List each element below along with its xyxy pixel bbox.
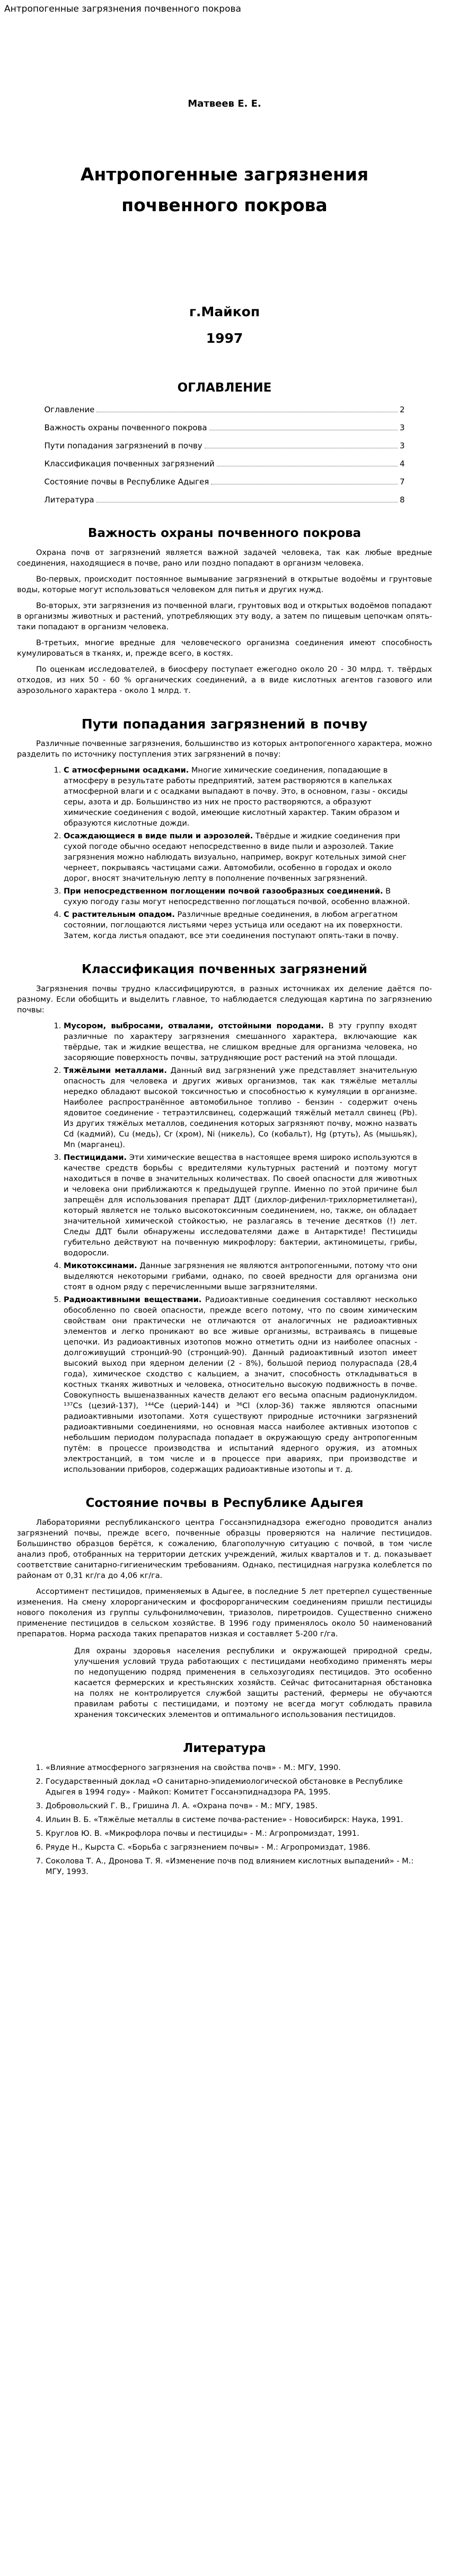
toc-item[interactable]	[45, 422, 405, 433]
paragraph: Охрана почв от загрязнений является важной задачей человека, так как любые вредные соединения, находящиеся в почве, рано или поздно попадают в организм человека.	[17, 549, 432, 568]
list-item-text: Эти химические вещества в настоящее время широко используются в качестве средств борьбы с вредителями культурных растений и поэтому могут находиться в почве в значительных количествах. По своей опасности для животных и человека они приближаются к предыдущей группе. Именно по этой причине был запрещён для использования препарат ДДТ (дихлор-дифенил-трихлорметилметан), который является не только высокотоксичным соединением, но, также, он обладает значительной химической стойкостью, не разлагаясь в течение десятков (!) лет. Следы ДДТ были обнаружены исследователями даже в Антарктиде! Пестициды губительно действуют на почвенную микрофлору: бактерии, актиномицеты, грибы, водоросли.	[64, 1153, 417, 1257]
section-heading-classification: Классификация почвенных загрязнений	[82, 962, 367, 976]
list-item-text: Радиоактивные соединения составляют несколько обособленно по своей опасности, прежде всего потому, что по своим химическим свойствам они практически не отличаются от аналогичных не радиоактивных элементов и легко проникают во все живые организмы, встраиваясь в пищевые цепочки. Из радиоактивных изотопов можно отметить одни из наиболее опасных - долгоживущий стронций-90 (стронций-90). Данный радиоактивный изотоп имеет высокий выход при ядерном делении (2 - 8%), большой период полураспада (28,4 года), химическое сходство с кальцием, а значит, способность откладываться в костных тканях животных и человека, относительно высокую подвижность в почве. Совокупность вышеназванных качеств делают его весьма опасным радионуклидом. ¹³⁷Cs (цезий-137), ¹⁴⁴Ce (церий-144) и ³⁶Cl (хлор-36) также являются опасными радиоактивными изотопами. Хотя существуют природные источники загрязнений радиоактивными соединениями, но основная масса наиболее активных изотопов с небольшим периодом полураспада попадает в окружающую среду антропогенным путём: в процессе производства и испытаний ядерного оружия, из атомных электростанций, в том числе и в процессе при авариях, при производстве и использовании приборов, содержащих радиоактивные изотопы и т. д.	[64, 1296, 417, 1474]
toc-item-label: Оглавление	[44, 405, 95, 414]
window-title: Антропогенные загрязнения почвенного покрова	[4, 4, 241, 14]
pathways-list	[0, 765, 449, 941]
toc-item-label: Пути попадания загрязнений в почву	[44, 441, 203, 450]
paragraph: В-третьих, многие вредные для человеческого организма соединения имеют способность кумулироваться в тканях, и, прежде всего, в костях.	[17, 639, 432, 658]
list-item-text: Данный вид загрязнений уже представляет значительную опасность для человека и других живых организмов, так как тяжёлые металлы нередко обладают высокой токсичностью и способностью к кумуляции в организме. Наиболее распространённое автомобильное топливо - бензин - содержит очень ядовитое соединение - тетраэтилсвинец, содержащий тяжёлый металл свинец (Pb). Из других тяжёлых металлов, соединения которых загрязняют почву, можно назвать Cd (кадмий), Cu (медь), Cr (хром), Ni (никель), Co (кобальт), Hg (ртуть), As (мышьяк), Mn (марганец).	[64, 1066, 417, 1149]
paragraph: Во-первых, происходит постоянное вымывание загрязнений в открытые водоёмы и грунтовые воды, которые могут использоваться человеком для питья и других нужд.	[17, 575, 432, 594]
document-title-line-1: Антропогенные загрязнения	[80, 164, 369, 185]
toc-item-label: Состояние почвы в Республике Адыгея	[44, 477, 209, 487]
toc-item-page: 2	[399, 405, 405, 414]
toc-leader-dots	[217, 458, 398, 466]
reference-item: 1. «Влияние атмосферного загрязнения на свойства почв» - М.: МГУ, 1990.	[46, 1763, 428, 1773]
paragraph: Лабораториями республиканского центра Госсанэпиднадзора ежегодно проводится анализ загрязнений почвы, прежде всего, почвенные образцы проверяются на наличие пестицидов. Большинство образцов берётся, к сожалению, благополучную ситуацию с почвой, в том числе анализ проб, отобранных на территории детских учреждений, жилых кварталов и т. д. показывает соответствие санитарно-гигиеническим требованиям. Однако, пестицидная нагрузка колеблется по районам от 0,31 кг/га до 4,06 кг/га.	[17, 1519, 432, 1580]
toc-item-page: 8	[399, 495, 405, 505]
toc-item[interactable]	[45, 404, 405, 415]
toc-item-page: 3	[399, 423, 405, 432]
list-item-text: Данные загрязнения не являются антропогенными, потому что они выделяются некоторыми грибами, однако, по своей вредности для организма они стоят в одном ряду с перечисленными выше загрязнителями.	[64, 1262, 417, 1291]
toc-leader-dots	[209, 422, 398, 430]
list-item	[64, 909, 417, 941]
reference-item: 7. Соколова Т. А., Дронова Т. Я. «Изменение почв под влиянием кислотных выпадений» - М.: МГУ, 1993.	[46, 1856, 428, 1877]
section-heading-pathways: Пути попадания загрязнений в почву	[81, 716, 368, 732]
list-item	[64, 886, 417, 907]
author-name: Матвеев Е. Е.	[188, 98, 261, 109]
list-item-term: Радиоактивными веществами.	[64, 1296, 202, 1304]
list-item	[64, 1295, 417, 1475]
city: г.Майкоп	[189, 304, 260, 319]
section-heading-protection: Важность охраны почвенного покрова	[87, 526, 362, 540]
document-title	[0, 159, 449, 221]
toc-item-page: 3	[399, 441, 405, 450]
list-item-term: Микотоксинами.	[64, 1262, 137, 1270]
year: 1997	[206, 331, 243, 346]
section-heading-literature: Литература	[183, 1741, 266, 1755]
list-item-text: Твёрдые и жидкие соединения при сухой погоде обычно оседают непосредственно в виде пыли и аэрозолей. Такие загрязнения можно наблюдать визуально, например, вокруг котельных зимой снег чернеет, покрываясь частицами сажи. Автомобили, особенно в городах и около дорог, вносят значительную лепту в пополнение почвенных загрязнений.	[64, 832, 407, 883]
table-of-contents	[45, 404, 405, 505]
list-item-text: В сухую погоду газы могут непосредственно поглощаться почвой, особенно влажной.	[64, 887, 410, 906]
list-item-term: При непосредственном поглощении почвой газообразных соединений.	[64, 887, 383, 896]
document-title-line-2: почвенного покрова	[121, 195, 328, 215]
list-item-term: С атмосферными осадками.	[64, 766, 189, 775]
toc-item-label: Классификация почвенных загрязнений	[44, 459, 215, 469]
toc-item[interactable]	[45, 458, 405, 469]
list-item-term: С растительным опадом.	[64, 910, 175, 919]
list-item-text: Многие химические соединения, попадающие в атмосферу в результате работы предприятий, затем растворяются в капельках атмосферной влаги и с осадками выпадают в почву. Это, в основном, газы - оксиды серы, азота и др. Большинство из них не просто растворяются, а образуют химические соединения с водой, имеющие кислотный характер. Таким образом и образуются кислотные дожди.	[64, 766, 408, 828]
reference-item: 4. Ильин В. Б. «Тяжёлые металлы в системе почва-растение» - Новосибирск: Наука, 1991.	[46, 1815, 428, 1825]
list-item-term: Пестицидами.	[64, 1153, 127, 1162]
paragraph: Загрязнения почвы трудно классифицируются, в разных источниках их деление даётся по-разному. Если обобщить и выделить главное, то наблюдается следующая картина по загрязнению почвы:	[17, 985, 432, 1014]
bottom-spacer	[0, 1880, 449, 1912]
list-item	[64, 831, 417, 884]
list-item	[64, 1152, 417, 1259]
toc-item[interactable]	[45, 440, 405, 451]
list-item	[64, 1065, 417, 1150]
list-item-text: Различные вредные соединения, в любом агрегатном состоянии, поглощаются листьями через устьица или оседают на их поверхности. Затем, когда листья опадают, все эти соединения поступают опять-таки в почву.	[64, 910, 403, 940]
toc-item[interactable]	[45, 495, 405, 505]
references-list	[0, 1763, 449, 1877]
list-item	[64, 765, 417, 829]
paragraph: По оценкам исследователей, в биосферу поступает ежегодно около 20 - 30 млрд. т. твёрдых отходов, из них 50 - 60 % органических соединений, а в виде кислотных агентов газового или аэрозольного характера - около 1 млрд. т.	[17, 665, 432, 695]
list-item-term: Осаждающиеся в виде пыли и аэрозолей.	[64, 832, 253, 840]
toc-item[interactable]	[45, 476, 405, 487]
section-heading-adygea: Состояние почвы в Республике Адыгея	[85, 1496, 364, 1510]
toc-leader-dots	[96, 495, 398, 502]
classification-list	[0, 1021, 449, 1475]
list-item	[64, 1261, 417, 1293]
reference-item: 5. Круглов Ю. В. «Микрофлора почвы и пестициды» - М.: Агропромиздат, 1991.	[46, 1828, 428, 1839]
list-item-term: Тяжёлыми металлами.	[64, 1066, 167, 1075]
toc-item-page: 4	[399, 459, 405, 469]
list-item	[64, 1021, 417, 1063]
list-item-text: В эту группу входят различные по характеру загрязнения смешанного характера, включающие как твёрдые, так и жидкие вещества, не слишком вредные для организма человека, но засоряющие поверхность почвы, затрудняющие рост растений на этой площади.	[64, 1022, 417, 1062]
toc-leader-dots	[96, 404, 398, 412]
toc-item-label: Важность охраны почвенного покрова	[44, 423, 207, 432]
reference-item: 2. Государственный доклад «О санитарно-эпидемиологической обстановке в Республике Адыгея в 1994 году» - Майкоп: Комитет Госсанэпиднадзора РА, 1995.	[46, 1776, 428, 1798]
reference-item: 6. Ряуде Н., Кырста С. «Борьба с загрязнением почвы» - М.: Агропромиздат, 1986.	[46, 1842, 428, 1853]
paragraph: Ассортимент пестицидов, применяемых в Адыгее, в последние 5 лет претерпел существенные изменения. На смену хлорорганическим и фосфорорганическим соединениям пришли пестициды нового поколения из группы сульфонилмочевин, триазолов, пиретроидов. Существенно снижено применение пестицидов в сельском хозяйстве. В 1996 году применялось около 50 наименований препаратов. Норма расхода таких препаратов низкая и составляет 5-200 г/га.	[17, 1588, 432, 1638]
paragraph: Различные почвенные загрязнения, большинство из которых антропогенного характера, можно разделить по источнику поступления этих загрязнений в почву:	[17, 740, 432, 759]
paragraph: Во-вторых, эти загрязнения из почвенной влаги, грунтовых вод и открытых водоёмов попадают в организмы животных и растений, употребляющих эту воду, а затем по пищевым цепочкам опять-таки попадают в организм человека.	[17, 602, 432, 631]
toc-leader-dots	[211, 476, 398, 484]
toc-item-label: Литература	[44, 495, 94, 505]
toc-leader-dots	[205, 440, 398, 448]
list-item-term: Мусором, выбросами, отвалами, отстойными породами.	[64, 1022, 324, 1030]
toc-title: ОГЛАВЛЕНИЕ	[177, 381, 272, 395]
reference-item: 3. Добровольский Г. В., Гришина Л. А. «Охрана почв» - М.: МГУ, 1985.	[46, 1801, 428, 1811]
toc-item-page: 7	[399, 477, 405, 487]
paragraph-indented: Для охраны здоровья населения республики и окружающей природной среды, улучшения условий труда работающих с пестицидами необходимо применять меры по недопущению подряд применения в сельхозугодиях пестицидов. Это особенно касается фермерских и крестьянских хозяйств. Сейчас фитосанитарная обстановка на полях не контролируется службой защиты растений, фермеры не обучаются правилам работы с пестицидами, и поэтому не всегда могут соблюдать правила хранения токсических элементов и оптимального использования пестицидов.	[74, 1647, 432, 1719]
